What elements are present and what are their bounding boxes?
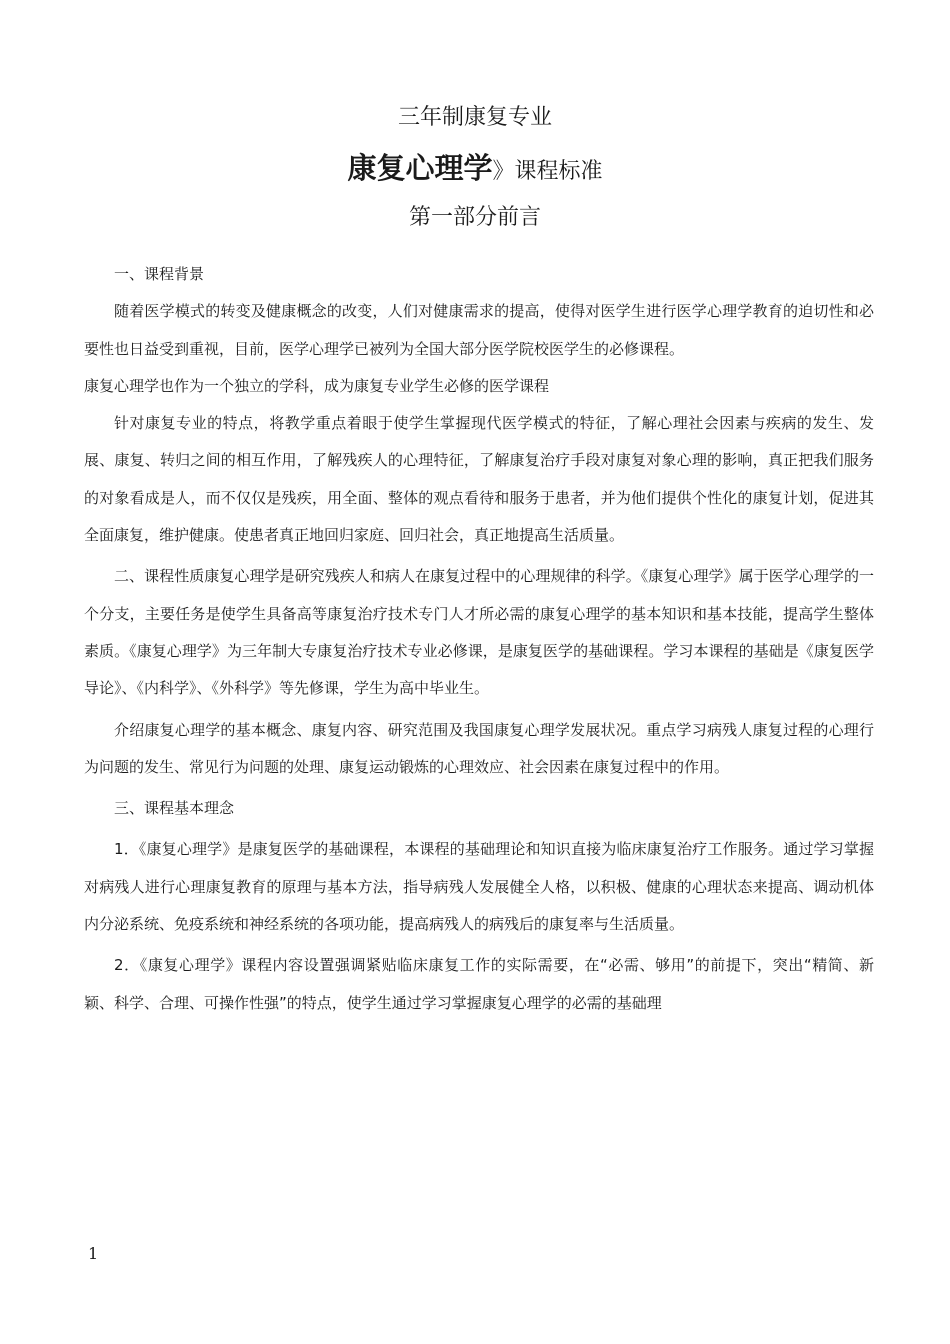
doc-title <box>0 148 950 193</box>
document-body <box>84 256 874 1022</box>
paragraph-concept-1: 1．《康复心理学》是康复医学的基础课程，本课程的基础理论和知识直接为临床康复治疗工作服务。通过学习掌握对病残人进行心理康复教育的原理与基本方法，指导病残人发展健全人格，以积极、健康的心理状态来提高、调动机体内分泌系统、免疫系统和神经系统的各项功能，提高病残人的病残后的康复率与生活质量。 <box>84 840 874 934</box>
doc-title-main: 康复心理学 <box>347 151 493 185</box>
paragraph-background-2: 康复心理学也作为一个独立的学科，成为康复专业学生必修的医学课程 <box>84 376 550 395</box>
section-heading-background: 一、课程背景 <box>114 265 205 283</box>
paragraph-concept-2: 2．《康复心理学》课程内容设置强调紧贴临床康复工作的实际需要，在“必需、够用”的前提下，突出“精简、新颖、科学、合理、可操作性强”的特点，使学生通过学习掌握康复心理学的必需的基础理 <box>84 956 874 1012</box>
section-heading-concept: 三、课程基本理念 <box>114 799 235 818</box>
part-heading: 第一部分前言 <box>408 205 541 230</box>
paragraph-nature-2: 介绍康复心理学的基本概念、康复内容、研究范围及我国康复心理学发展状况。重点学习病残人康复过程的心理行为问题的发生、常见行为问题的处理、康复运动锻炼的心理效应、社会因素在康复过程中的作用。 <box>84 720 874 776</box>
doc-subtitle: 三年制康复专业 <box>397 105 552 130</box>
paragraph-background-1: 随着医学模式的转变及健康概念的改变，人们对健康需求的提高，使得对医学生进行医学心理学教育的迫切性和必要性也日益受到重视，目前，医学心理学已被列为全国大部分医学院校医学生的必修课程。 <box>84 302 874 358</box>
paragraph-background-3: 针对康复专业的特点，将教学重点着眼于使学生掌握现代医学模式的特征，了解心理社会因素与疾病的发生、发展、康复、转归之间的相互作用，了解残疾人的心理特征，了解康复治疗手段对康复对象心理的影响，真正把我们服务的对象看成是人，而不仅仅是残疾，用全面、整体的观点看待和服务于患者，并为他们提供个性化的康复计划，促进其全面康复，维护健康。使患者真正地回归家庭、回归社会，真正地提高生活质量。 <box>84 414 874 545</box>
page-number: 1 <box>88 1244 99 1263</box>
paragraph-nature-1: 二、课程性质康复心理学是研究残疾人和病人在康复过程中的心理规律的科学。《康复心理学》属于医学心理学的一个分支，主要任务是使学生具备高等康复治疗技术专门人才所必需的康复心理学的基本知识和基本技能，提高学生整体素质。《康复心理学》为三年制大专康复治疗技术专业必修课，是康复医学的基础课程。学习本课程的基础是《康复医学导论》、《内科学》、《外科学》等先修课，学生为高中毕业生。 <box>84 567 874 698</box>
doc-title-rest: 》课程标准 <box>492 159 603 184</box>
